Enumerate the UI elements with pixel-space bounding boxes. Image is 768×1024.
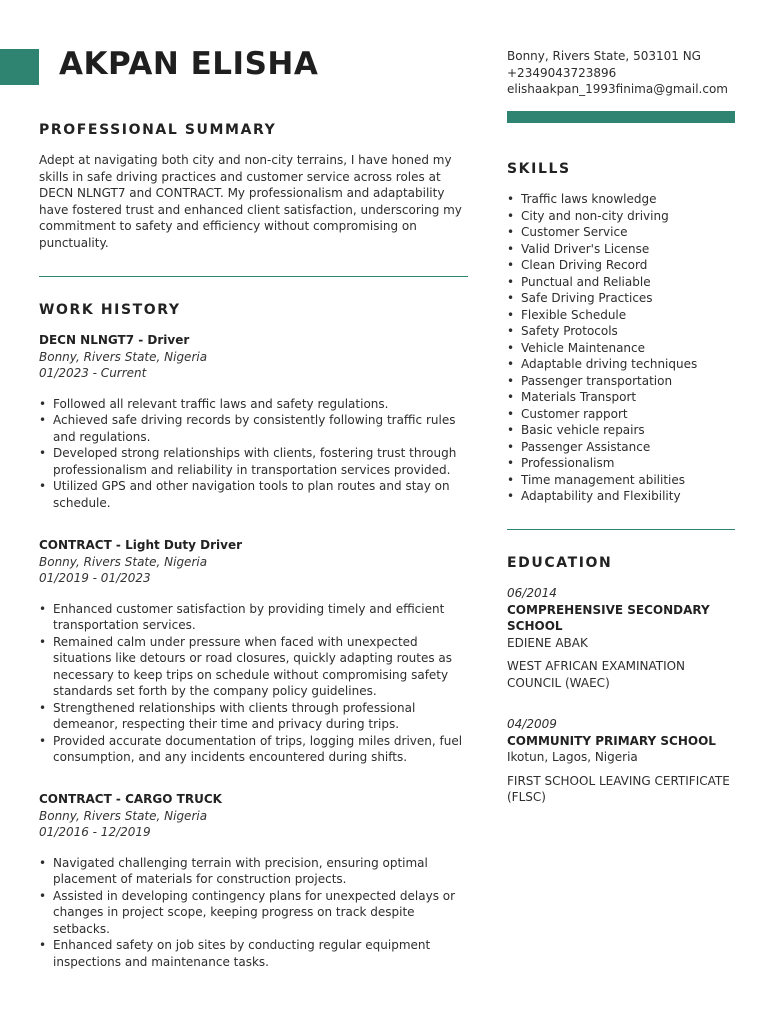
skill-item: • Traffic laws knowledge [507, 191, 735, 208]
job-dates: 01/2016 - 12/2019 [39, 825, 151, 839]
job-dates: 01/2019 - 01/2023 [39, 571, 151, 585]
contact-address: Bonny, Rivers State, 503101 NG [507, 49, 701, 63]
skill-item: • Time management abilities [507, 472, 735, 489]
skills-list [507, 191, 735, 505]
skill-item: • Flexible Schedule [507, 307, 735, 324]
job-heading: CONTRACT - Light Duty Driver [39, 538, 243, 552]
skill-item: • Safety Protocols [507, 323, 735, 340]
skill-item: • City and non-city driving [507, 208, 735, 225]
job-location: Bonny, Rivers State, Nigeria [39, 349, 208, 364]
skill-item: • Professionalism [507, 455, 735, 472]
job-bullet: • Achieved safe driving records by consistently following traffic rules and regulations. [39, 412, 468, 445]
skill-item: • Adaptability and Flexibility [507, 488, 735, 505]
job-bullet: • Provided accurate documentation of trips, logging miles driven, fuel consumption, and any incidents encountered during shifts. [39, 733, 468, 766]
job-bullet: • Strengthened relationships with clients through professional demeanor, respecting their time and privacy during trips. [39, 700, 468, 733]
skill-item: • Passenger Assistance [507, 439, 735, 456]
job-bullet: • Assisted in developing contingency plans for unexpected delays or changes in project scope, keeping progress on track despite setbacks. [39, 888, 468, 938]
skill-item: • Valid Driver's License [507, 241, 735, 258]
education-date: 06/2014 [507, 586, 557, 600]
job-location: Bonny, Rivers State, Nigeria [39, 808, 208, 823]
job-entry-2 [39, 537, 468, 766]
job-bullet: • Enhanced safety on job sites by conducting regular equipment inspections and maintenance tasks. [39, 937, 468, 970]
education-certificate: FIRST SCHOOL LEAVING CERTIFICATE (FLSC) [507, 773, 730, 804]
skill-item: • Materials Transport [507, 389, 735, 406]
job-entry-3 [39, 791, 468, 970]
header-accent-block [0, 49, 39, 85]
education-school: COMPREHENSIVE SECONDARY SCHOOL [507, 602, 710, 633]
work-history-heading: WORK HISTORY [39, 302, 181, 318]
job-heading: DECN NLNGT7 - Driver [39, 333, 190, 347]
job-bullet-list [39, 855, 468, 971]
education-entry-1 [507, 585, 735, 691]
contact-phone: +2349043723896 [507, 65, 617, 80]
education-place: EDIENE ABAK [507, 635, 588, 650]
candidate-name: AKPAN ELISHA [59, 46, 319, 82]
job-bullet: • Enhanced customer satisfaction by providing timely and efficient transportation services. [39, 601, 468, 634]
summary-text: Adept at navigating both city and non-city terrains, I have honed my skills in safe driving practices and customer service across roles at DECN NLNGT7 and CONTRACT. My professionalism and adaptability have fostered trust and enhanced client satisfaction, underscoring my commitment to safety and efficiency without compromising on punctuality. [39, 153, 462, 250]
job-bullet: • Followed all relevant traffic laws and safety regulations. [39, 396, 468, 413]
job-bullet: • Utilized GPS and other navigation tools to plan routes and stay on schedule. [39, 478, 468, 511]
job-bullet: • Remained calm under pressure when faced with unexpected situations like detours or road closures, quickly adapting routes as necessary to keep trips on schedule without compromising safety standards set forth by the company policy guidelines. [39, 634, 468, 700]
skill-item: • Clean Driving Record [507, 257, 735, 274]
skill-item: • Customer rapport [507, 406, 735, 423]
skill-item: • Basic vehicle repairs [507, 422, 735, 439]
job-bullet: • Navigated challenging terrain with precision, ensuring optimal placement of materials for construction projects. [39, 855, 468, 888]
job-bullet-list [39, 396, 468, 512]
skill-item: • Customer Service [507, 224, 735, 241]
job-heading: CONTRACT - CARGO TRUCK [39, 792, 222, 806]
summary-heading: PROFESSIONAL SUMMARY [39, 122, 277, 138]
skill-item: • Safe Driving Practices [507, 290, 735, 307]
skill-item: • Punctual and Reliable [507, 274, 735, 291]
contact-info [507, 48, 747, 98]
skills-divider [507, 529, 735, 530]
job-bullet-list [39, 601, 468, 766]
education-school: COMMUNITY PRIMARY SCHOOL [507, 733, 716, 748]
education-heading: EDUCATION [507, 555, 613, 571]
skill-item: • Vehicle Maintenance [507, 340, 735, 357]
job-dates: 01/2023 - Current [39, 366, 147, 380]
job-location: Bonny, Rivers State, Nigeria [39, 554, 208, 569]
skills-heading: SKILLS [507, 161, 571, 177]
education-entry-2 [507, 716, 735, 806]
education-place: Ikotun, Lagos, Nigeria [507, 750, 638, 764]
education-certificate: WEST AFRICAN EXAMINATION COUNCIL (WAEC) [507, 659, 686, 690]
job-bullet: • Developed strong relationships with clients, fostering trust through professionalism and reliability in transportation services provided. [39, 445, 468, 478]
education-date: 04/2009 [507, 717, 557, 731]
skill-item: • Adaptable driving techniques [507, 356, 735, 373]
job-entry-1 [39, 332, 468, 511]
summary-divider [39, 276, 468, 277]
contact-email: elishaakpan_1993finima@gmail.com [507, 82, 728, 96]
skill-item: • Passenger transportation [507, 373, 735, 390]
right-accent-bar [507, 111, 735, 123]
